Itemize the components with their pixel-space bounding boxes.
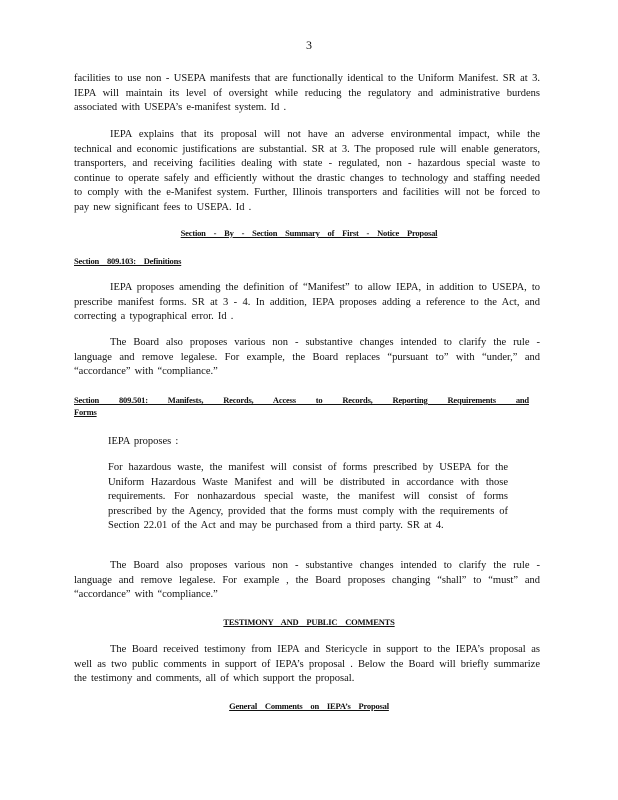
paragraph-4: The Board also proposes various non - substantive changes intended to clarify the rule - language and remove legalese. For example, the Board replaces “pursuant to” with “under,” and “accordance” with “compliance.”	[74, 337, 540, 377]
heading-section-summary: Section - By - Section Summary of First - Notice Proposal	[180, 228, 438, 238]
paragraph-7: The Board also proposes various non - substantive changes intended to clarify the rule - language and remove legalese. For example , the Board proposes changing “shall” to “must” and “accordance” with “compliance.”	[74, 560, 540, 600]
quoted-block: For hazardous waste, the manifest will consist of forms prescribed by USEPA for the Uniform Hazardous Waste Manifest and will be distributed in accordance with those requirements. For nonhazardous special waste, the manifest will consist of forms prescribed by the Agency, provided that the forms must comply with the requirements of Section 22.01 of the Act and may be purchased from a third party. SR at 4.	[108, 462, 508, 531]
paragraph-3: IEPA proposes amending the definition of “Manifest” to allow IEPA, in addition to USEPA, to prescribe manifest forms. SR at 3 - 4. In addition, IEPA proposes adding a reference to the Act, and correcting a typographical error. Id .	[74, 282, 540, 322]
paragraph-5: IEPA proposes :	[108, 436, 179, 447]
heading-section-809-103: Section 809.103: Definitions	[74, 256, 182, 266]
paragraph-2: IEPA explains that its proposal will not have an adverse environmental impact, while the technical and economic justifications are substantial. SR at 3. The proposed rule will enable generators, transporters, and receiving facilities dealing with state - regulated, non - hazardous special waste to continue to operate safely and efficiently without the drastic changes to technology and staffing needed to comply with the e-Manifest system. Further, Illinois transporters and facilities will not be forced to pay new significant fees to USEPA. Id .	[74, 129, 540, 213]
heading-testimony: TESTIMONY AND PUBLIC COMMENTS	[223, 617, 395, 627]
paragraph-8: The Board received testimony from IEPA and Stericycle in support to the IEPA’s proposal as well as two public comments in support of IEPA’s proposal . Below the Board will briefly summarize the testimony and comments, all of which support the proposal.	[74, 644, 540, 684]
heading-general-comments: General Comments on IEPA’s Proposal	[229, 701, 389, 711]
paragraph-1: facilities to use non - USEPA manifests that are functionally identical to the Uniform Manifest. SR at 3. IEPA will maintain its level of oversight while reducing the regulatory and administrative burdens associated with USEPA’s e-manifest system. Id .	[74, 73, 540, 113]
page-number: 3	[306, 38, 312, 52]
heading-section-809-501-forms: Forms	[74, 407, 97, 417]
heading-section-809-501: Section 809.501: Manifests, Records, Access to Records, Reporting Requirements and	[74, 395, 529, 405]
